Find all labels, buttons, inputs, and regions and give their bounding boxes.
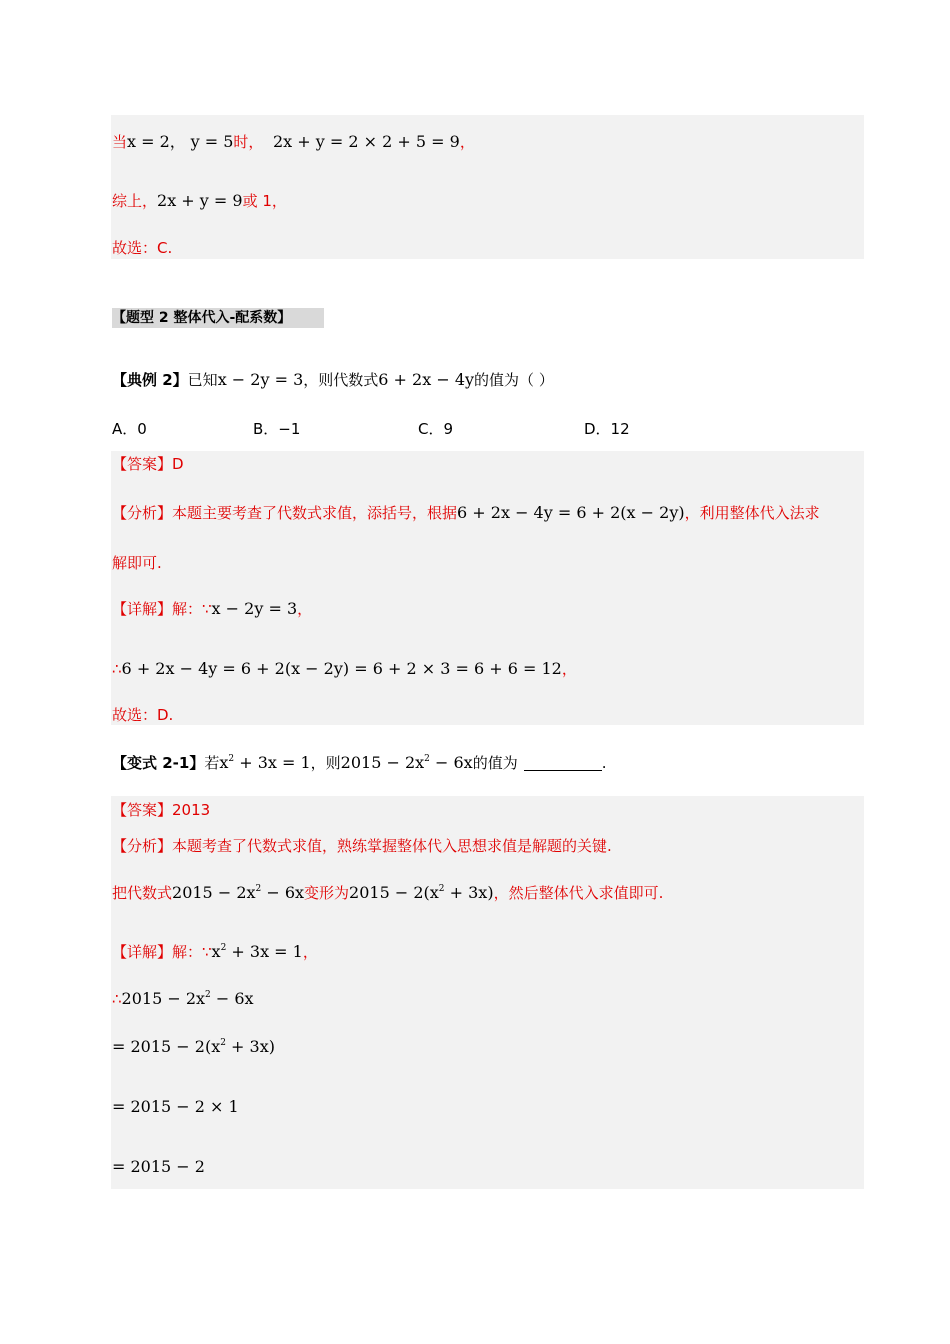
variant21-step3: = 2015 − 2 × 1 <box>112 1097 239 1116</box>
example2-answer: 【答案】D <box>112 455 184 473</box>
variant21-math2: $2015 - 2x^2 - 6x$ <box>340 753 473 772</box>
example2-analysis: 【分析】本题主要考查了代数式求值，添括号，根据6 + 2x − 4y = 6 + 2(x − 2y)，利用整体代入法求 <box>112 503 820 522</box>
example2-therefore: ∴6 + 2x − 4y = 6 + 2(x − 2y) = 6 + 2 × 3 = 6 + 6 = 12， <box>112 659 577 678</box>
block1-line2: 综上，2x + y = 9或 1， <box>112 191 287 210</box>
variant21-analysis-math2: $2015 - 2(x^2 + 3x)$ <box>349 883 494 902</box>
variant21-step1-math: $2015 - 2x^2 - 6x$ <box>121 989 254 1008</box>
variant21-analysis-math1: $2015 - 2x^2 - 6x$ <box>172 883 305 902</box>
option-a: A．0 <box>112 420 147 438</box>
variant21-step4: = 2015 − 2 <box>112 1157 205 1176</box>
variant21-analysis1: 【分析】本题考查了代数式求值，熟练掌握整体代入思想求值是解题的关键. <box>112 837 612 855</box>
block1-line1: 当x = 2， y = 5时， 2x + y = 2 × 2 + 5 = 9， <box>112 132 475 151</box>
example2-choice: 故选：D. <box>112 706 174 724</box>
example2-question: 【典例 2】已知x − 2y = 3，则代数式6 + 2x − 4y的值为（ ） <box>112 370 554 389</box>
section-title: 【题型 2 整体代入-配系数】 <box>112 310 292 326</box>
variant21-step1: ∴2015 − $2x^2 - 6x$ <box>112 989 254 1008</box>
variant21-answer: 【答案】2013 <box>112 801 211 819</box>
variant21-question: 【变式 2-1】若$x^2 + 3x = 1$，则$2015 - 2x^2 - 6x$的值为 . <box>112 753 607 772</box>
solution-box-2 <box>111 451 864 725</box>
option-c: C．9 <box>418 420 454 438</box>
variant21-detail: 【详解】解：$\because x^2 + 3x = 1$， <box>112 942 318 961</box>
option-b: B．−1 <box>253 420 301 438</box>
answer-blank <box>524 756 602 771</box>
variant21-math1: $x^2 + 3x = 1$ <box>219 753 311 772</box>
variant21-step2: = $2015 - 2(x^2 + 3x)$ <box>112 1037 275 1056</box>
option-d: D．12 <box>584 420 630 438</box>
example2-analysis-line2: 解即可. <box>112 554 162 572</box>
variant21-analysis2: 把代数式$2015 - 2x^2 - 6x$变形为$2015 - 2(x^2 + 3x)$，然后整体代入求值即可. <box>112 883 664 902</box>
variant21-detail-math: $x^2 + 3x = 1$ <box>211 942 303 961</box>
example2-detail: 【详解】解：∵x − 2y = 3， <box>112 599 313 618</box>
block1-choice: 故选：C. <box>112 239 173 257</box>
